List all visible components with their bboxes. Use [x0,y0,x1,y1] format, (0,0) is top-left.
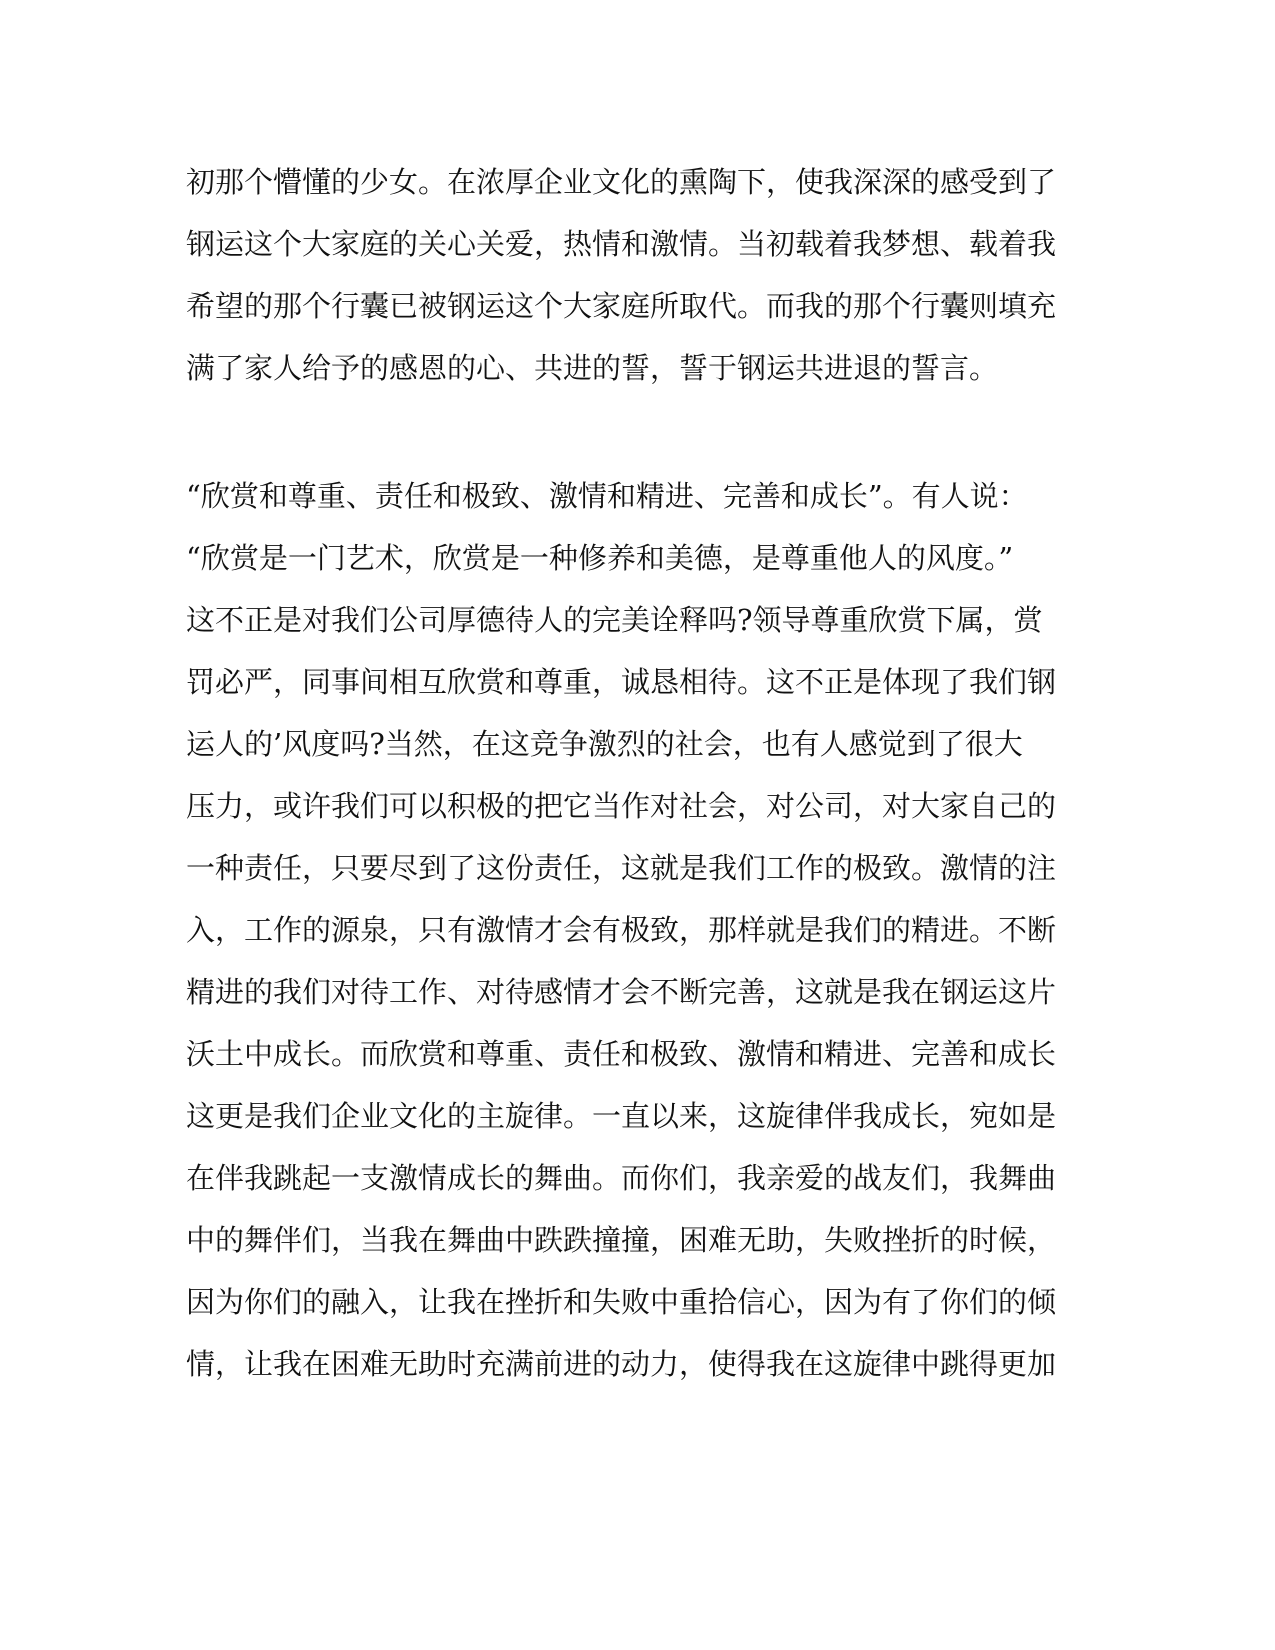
text-line: “欣赏是一门艺术，欣赏是一种修养和美德，是尊重他人的风度。” [186,541,1014,575]
text-line: 因为你们的融入，让我在挫折和失败中重拾信心，因为有了你们的倾 [186,1285,1057,1319]
text-line: 一种责任，只要尽到了这份责任，这就是我们工作的极致。激情的注 [186,851,1057,885]
text-line: 精进的我们对待工作、对待感情才会不断完善，这就是我在钢运这片 [186,975,1057,1009]
text-line: 这更是我们企业文化的主旋律。一直以来，这旋律伴我成长，宛如是 [186,1099,1057,1133]
text-line: 在伴我跳起一支激情成长的舞曲。而你们，我亲爱的战友们，我舞曲 [186,1161,1057,1195]
text-line: 钢运这个大家庭的关心关爱，热情和激情。当初载着我梦想、载着我 [186,227,1057,261]
text-line: 希望的那个行囊已被钢运这个大家庭所取代。而我的那个行囊则填充 [186,289,1057,323]
text-line: 中的舞伴们，当我在舞曲中跌跌撞撞，困难无助，失败挫折的时候， [186,1223,1057,1257]
text-line: 情，让我在困难无助时充满前进的动力，使得我在这旋律中跳得更加 [186,1347,1057,1381]
document-body [186,158,1066,1402]
text-line: 沃土中成长。而欣赏和尊重、责任和极致、激情和精进、完善和成长 [186,1037,1057,1071]
text-line: 罚必严，同事间相互欣赏和尊重，诚恳相待。这不正是体现了我们钢 [186,665,1057,699]
text-line: 入，工作的源泉，只有激情才会有极致，那样就是我们的精进。不断 [186,913,1057,947]
text-line: 初那个懵懂的少女。在浓厚企业文化的熏陶下，使我深深的感受到了 [186,165,1057,199]
text-line: 压力，或许我们可以积极的把它当作对社会，对公司，对大家自己的 [186,789,1057,823]
text-line: 这不正是对我们公司厚德待人的完美诠释吗?领导尊重欣赏下属，赏 [186,603,1043,637]
text-line: 满了家人给予的感恩的心、共进的誓，誓于钢运共进退的誓言。 [186,351,999,385]
paragraph-gap [186,406,1066,472]
paragraph-2 [186,472,1066,1402]
paragraph-1 [186,158,1066,406]
text-line: 运人的’风度吗?当然，在这竞争激烈的社会，也有人感觉到了很大 [186,727,1023,761]
text-line: “欣赏和尊重、责任和极致、激情和精进、完善和成长”。有人说： [186,479,1028,513]
